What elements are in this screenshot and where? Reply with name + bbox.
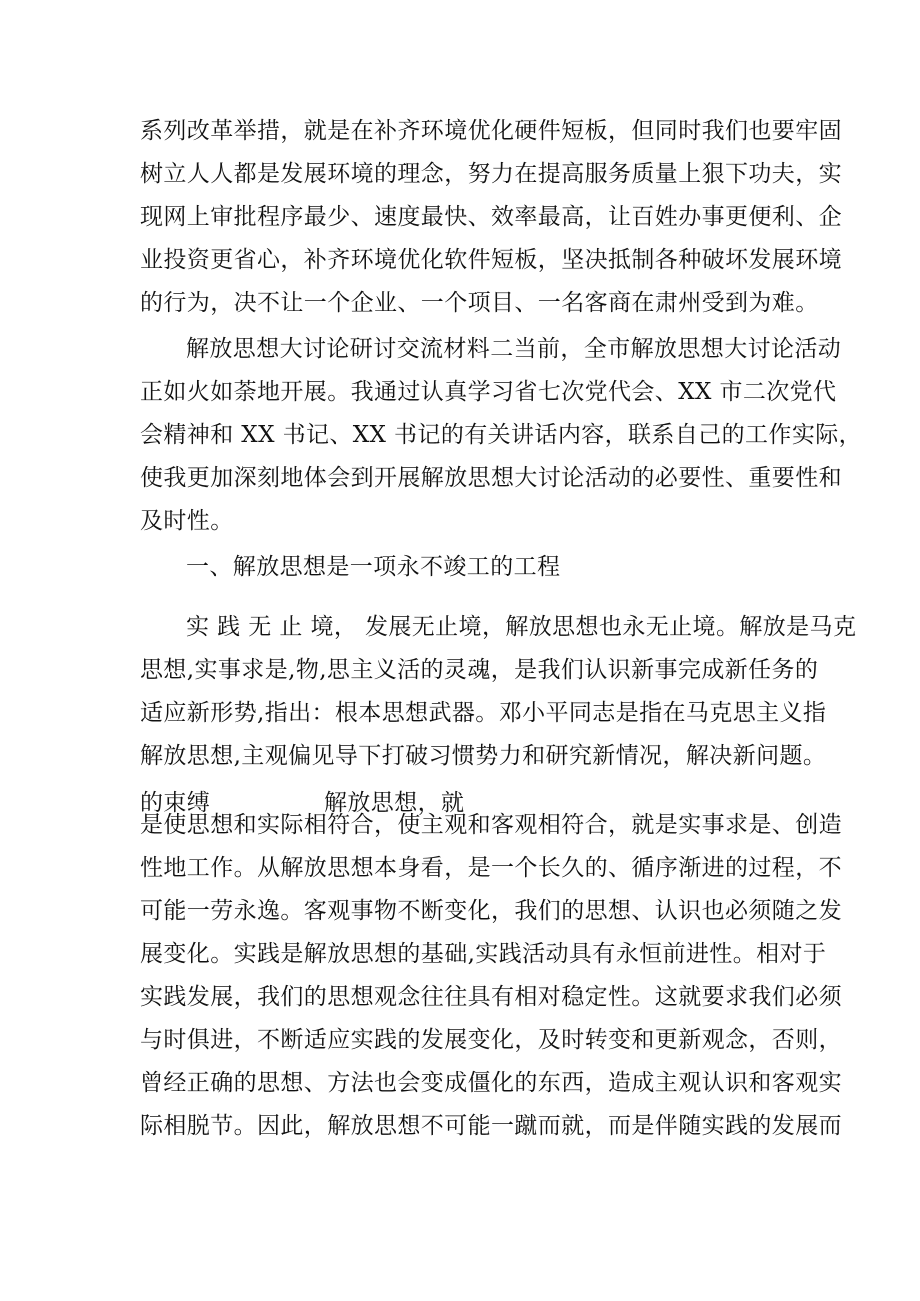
text-line: 思想,实事求是,物,思主义活的灵魂，是我们认识新事完成新任务的 — [140, 657, 819, 683]
text-line: 业投资更省心，补齐环境优化软件短板，坚决抵制各种破坏发展环境 — [140, 247, 842, 273]
clipped-fragment-left: 的束缚 — [140, 790, 211, 816]
text-line: 解放思想大讨论研讨交流材料二当前，全市解放思想大讨论活动 — [186, 336, 842, 362]
text-line: 际相脱节。因此，解放思想不可能一蹴而就，而是伴随实践的发展而 — [140, 1113, 842, 1139]
clipped-fragment-right: 解放思想，就 — [324, 790, 465, 816]
text-line: 性地工作。从解放思想本身看，是一个长久的、循序渐进的过程，不 — [140, 855, 842, 881]
clipped-line — [140, 780, 790, 816]
paragraph-3 — [140, 606, 857, 778]
text-line: 正如火如荼地开展。我通过认真学习省七次党代会、XX 市二次党代 — [140, 379, 837, 405]
text-line: 及时性。 — [140, 508, 234, 534]
text-line: 会精神和 XX 书记、XX 书记的有关讲话内容，联系自己的工作实际， — [140, 422, 863, 448]
text-line: 解放思想,主观偏见导下打破习惯势力和研究新情况，解决新问题。 — [140, 743, 827, 769]
text-line: 的行为，决不让一个企业、一个项目、一名客商在肃州受到为难。 — [140, 290, 819, 316]
text-line: 曾经正确的思想、方法也会变成僵化的东西，造成主观认识和客观实 — [140, 1070, 842, 1096]
text-line: 实 践 无 止 境， 发展无止境，解放思想也永无止境。解放是马克 — [186, 614, 857, 640]
text-line: 适应新形势,指出：根本思想武器。邓小平同志是指在马克思主义指 — [140, 700, 827, 726]
text-line: 树立人人都是发展环境的理念，努力在提高服务质量上狠下功夫，实 — [140, 161, 842, 187]
text-line: 实践发展，我们的思想观念往往具有相对稳定性。这就要求我们必须 — [140, 984, 842, 1010]
text-line: 是使思想和实际相符合，使主观和客观相符合，就是实事求是、创造 — [140, 812, 842, 838]
text-line: 可能一劳永逸。客观事物不断变化，我们的思想、认识也必须随之发 — [140, 898, 842, 924]
text-line: 展变化。实践是解放思想的基础,实践活动具有永恒前进性。相对于 — [140, 941, 827, 967]
text-line: 现网上审批程序最少、速度最快、效率最高，让百姓办事更便利、企 — [140, 204, 842, 230]
section-heading — [140, 546, 790, 589]
heading-text: 一、解放思想是一项永不竣工的工程 — [186, 554, 561, 580]
text-line: 与时俱进，不断适应实践的发展变化，及时转变和更新观念，否则， — [140, 1027, 842, 1053]
text-line: 系列改革举措，就是在补齐环境优化硬件短板，但同时我们也要牢固 — [140, 118, 842, 144]
paragraph-4 — [140, 804, 842, 1148]
paragraph-1 — [140, 110, 842, 325]
text-line: 使我更加深刻地体会到开展解放思想大讨论活动的必要性、重要性和 — [140, 465, 842, 491]
paragraph-2 — [140, 328, 863, 543]
